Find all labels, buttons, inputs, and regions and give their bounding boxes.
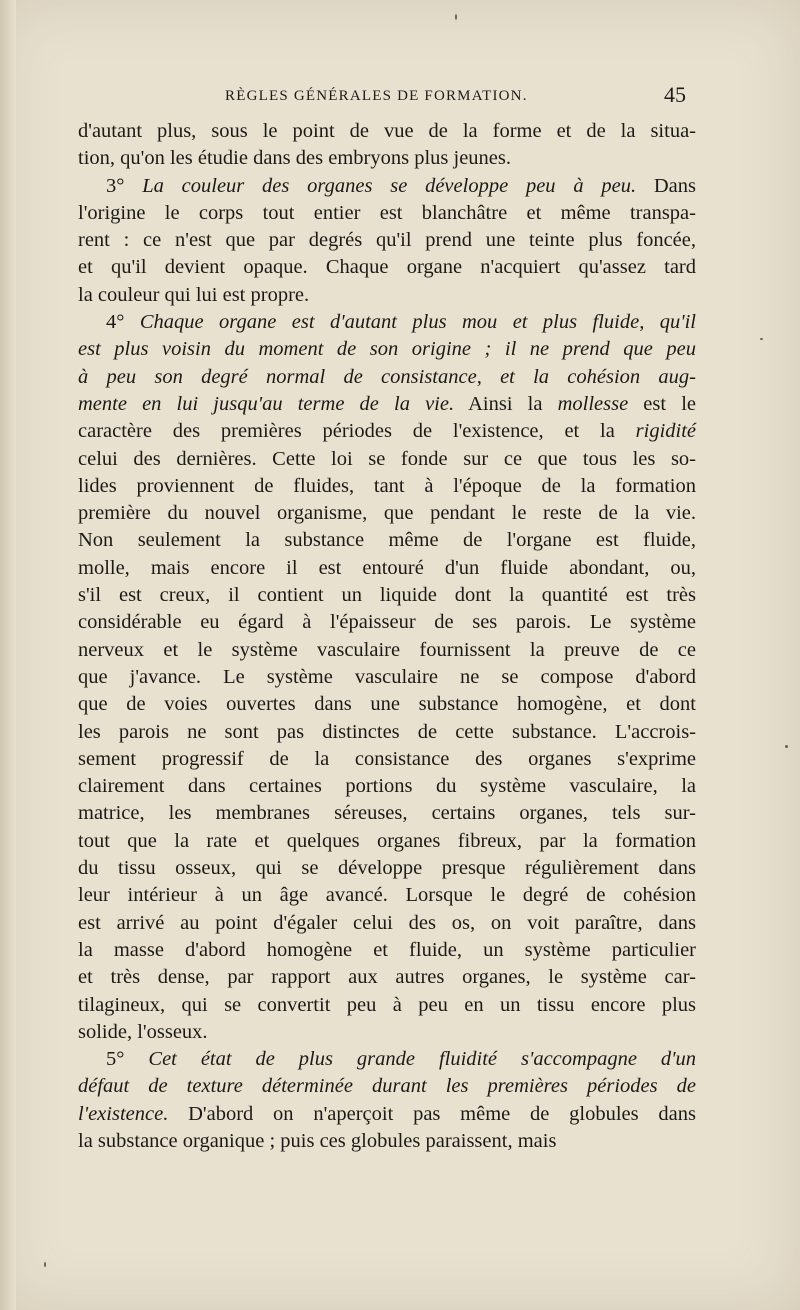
text-line [78, 1073, 696, 1100]
text-line [78, 964, 696, 991]
text-line [78, 746, 696, 773]
text-run: la substance organique ; puis ces globules paraissent, mais [78, 1129, 557, 1152]
paper-speck [455, 14, 457, 20]
text-line [78, 637, 696, 664]
running-head [78, 82, 698, 112]
text-run: s'il est creux, il contient un liquide dont la quantité est très [78, 584, 696, 607]
text-line [78, 282, 696, 309]
text-run: est le [628, 392, 697, 415]
body-text [78, 118, 696, 1155]
text-run: les parois ne sont pas distinctes de cette substance. L'accrois- [78, 720, 696, 743]
text-line [78, 828, 696, 855]
text-run: considérable eu égard à l'épaisseur de ses parois. Le système [78, 611, 696, 634]
text-line [78, 418, 696, 445]
text-line [78, 691, 696, 718]
paper-speck [760, 338, 763, 340]
italic-text: Cet état de plus grande fluidité s'accompagne d'un [148, 1048, 697, 1071]
text-line [78, 1019, 696, 1046]
text-line [78, 336, 696, 363]
text-line [78, 391, 696, 418]
text-run: la masse d'abord homogène et fluide, un système particulier [78, 938, 696, 961]
italic-text: mente en lui jusqu'au terme de la vie. [78, 392, 455, 415]
text-line [78, 473, 696, 500]
text-line [78, 910, 696, 937]
text-run: sement progressif de la consistance des organes s'exprime [78, 747, 696, 770]
text-line [78, 882, 696, 909]
text-run: et très dense, par rapport aux autres organes, le système car- [78, 966, 696, 989]
text-line [78, 200, 696, 227]
text-line [78, 173, 696, 200]
text-run: Non seulement la substance même de l'organe est fluide, [78, 529, 696, 552]
italic-text: rigidité [635, 420, 696, 443]
text-line [78, 800, 696, 827]
text-run: et qu'il devient opaque. Chaque organe n'acquiert qu'assez tard [78, 256, 696, 279]
text-run: l'origine le corps tout entier est blanchâtre et même transpa- [78, 201, 696, 224]
page-edge-shadow [0, 0, 16, 1310]
text-run: caractère des premières périodes de l'existence, et la [78, 420, 636, 443]
text-line [78, 555, 696, 582]
text-line [78, 855, 696, 882]
text-line [78, 1101, 696, 1128]
text-line [78, 609, 696, 636]
text-run: 5° [106, 1048, 149, 1071]
text-run: tout que la rate et quelques organes fibreux, par la formation [78, 829, 696, 852]
text-run: molle, mais encore il est entouré d'un fluide abondant, ou, [78, 556, 696, 579]
text-line [78, 582, 696, 609]
italic-text: La couleur des organes se développe peu à peu. [142, 174, 637, 197]
text-line [78, 309, 696, 336]
page-number: 45 [664, 82, 686, 107]
text-run: D'abord on n'aperçoit pas même de globules dans [168, 1102, 696, 1125]
text-line [78, 773, 696, 800]
text-run: est arrivé au point d'égaler celui des os, on voit paraître, dans [78, 911, 696, 934]
text-line [78, 364, 696, 391]
paper-speck [44, 1262, 46, 1267]
text-run: tion, qu'on les étudie dans des embryons plus jeunes. [78, 147, 511, 170]
text-line [78, 118, 696, 145]
italic-text: défaut de texture déterminée durant les premières périodes de [78, 1075, 696, 1098]
text-run: Ainsi la [454, 392, 558, 415]
italic-text: à peu son degré normal de consistance, et la cohésion aug- [78, 365, 696, 388]
text-line [78, 1046, 696, 1073]
italic-text: l'existence. [78, 1102, 169, 1125]
text-line [78, 937, 696, 964]
text-run: Dans [636, 174, 697, 197]
text-run: tilagineux, qui se convertit peu à peu en un tissu encore plus [78, 993, 696, 1016]
italic-text: est plus voisin du moment de son origine ; il ne prend que peu [78, 338, 696, 361]
text-run: matrice, les membranes séreuses, certains organes, tels sur- [78, 802, 696, 825]
text-run: 3° [106, 174, 143, 197]
text-run: la couleur qui lui est propre. [78, 283, 310, 306]
text-line [78, 446, 696, 473]
text-run: clairement dans certaines portions du système vasculaire, la [78, 775, 696, 798]
text-line [78, 527, 696, 554]
text-line [78, 992, 696, 1019]
italic-text: mollesse [557, 392, 629, 415]
text-run: celui des dernières. Cette loi se fonde sur ce que tous les so- [78, 447, 696, 470]
text-line [78, 664, 696, 691]
text-line [78, 227, 696, 254]
text-run: que de voies ouvertes dans une substance homogène, et dont [78, 693, 696, 716]
text-line [78, 145, 696, 172]
text-run: nerveux et le système vasculaire fournissent la preuve de ce [78, 638, 696, 661]
text-run: solide, l'osseux. [78, 1020, 208, 1043]
text-line [78, 254, 696, 281]
text-run: 4° [106, 311, 140, 334]
text-run: du tissu osseux, qui se développe presque régulièrement dans [78, 857, 696, 880]
text-run: d'autant plus, sous le point de vue de la forme et de la situa- [78, 120, 696, 142]
running-title: RÈGLES GÉNÉRALES DE FORMATION. [225, 88, 528, 104]
text-line [78, 719, 696, 746]
italic-text: Chaque organe est d'autant plus mou et plus fluide, qu'il [139, 311, 697, 334]
text-run: que j'avance. Le système vasculaire ne se compose d'abord [78, 665, 696, 688]
text-line [78, 500, 696, 527]
text-run: rent : ce n'est que par degrés qu'il prend une teinte plus foncée, [78, 229, 696, 252]
text-line [78, 1128, 696, 1155]
paper-speck [785, 745, 788, 748]
text-run: lides proviennent de fluides, tant à l'époque de la formation [78, 474, 696, 497]
text-run: leur intérieur à un âge avancé. Lorsque le degré de cohésion [78, 884, 696, 907]
text-run: première du nouvel organisme, que pendant le reste de la vie. [78, 502, 696, 525]
